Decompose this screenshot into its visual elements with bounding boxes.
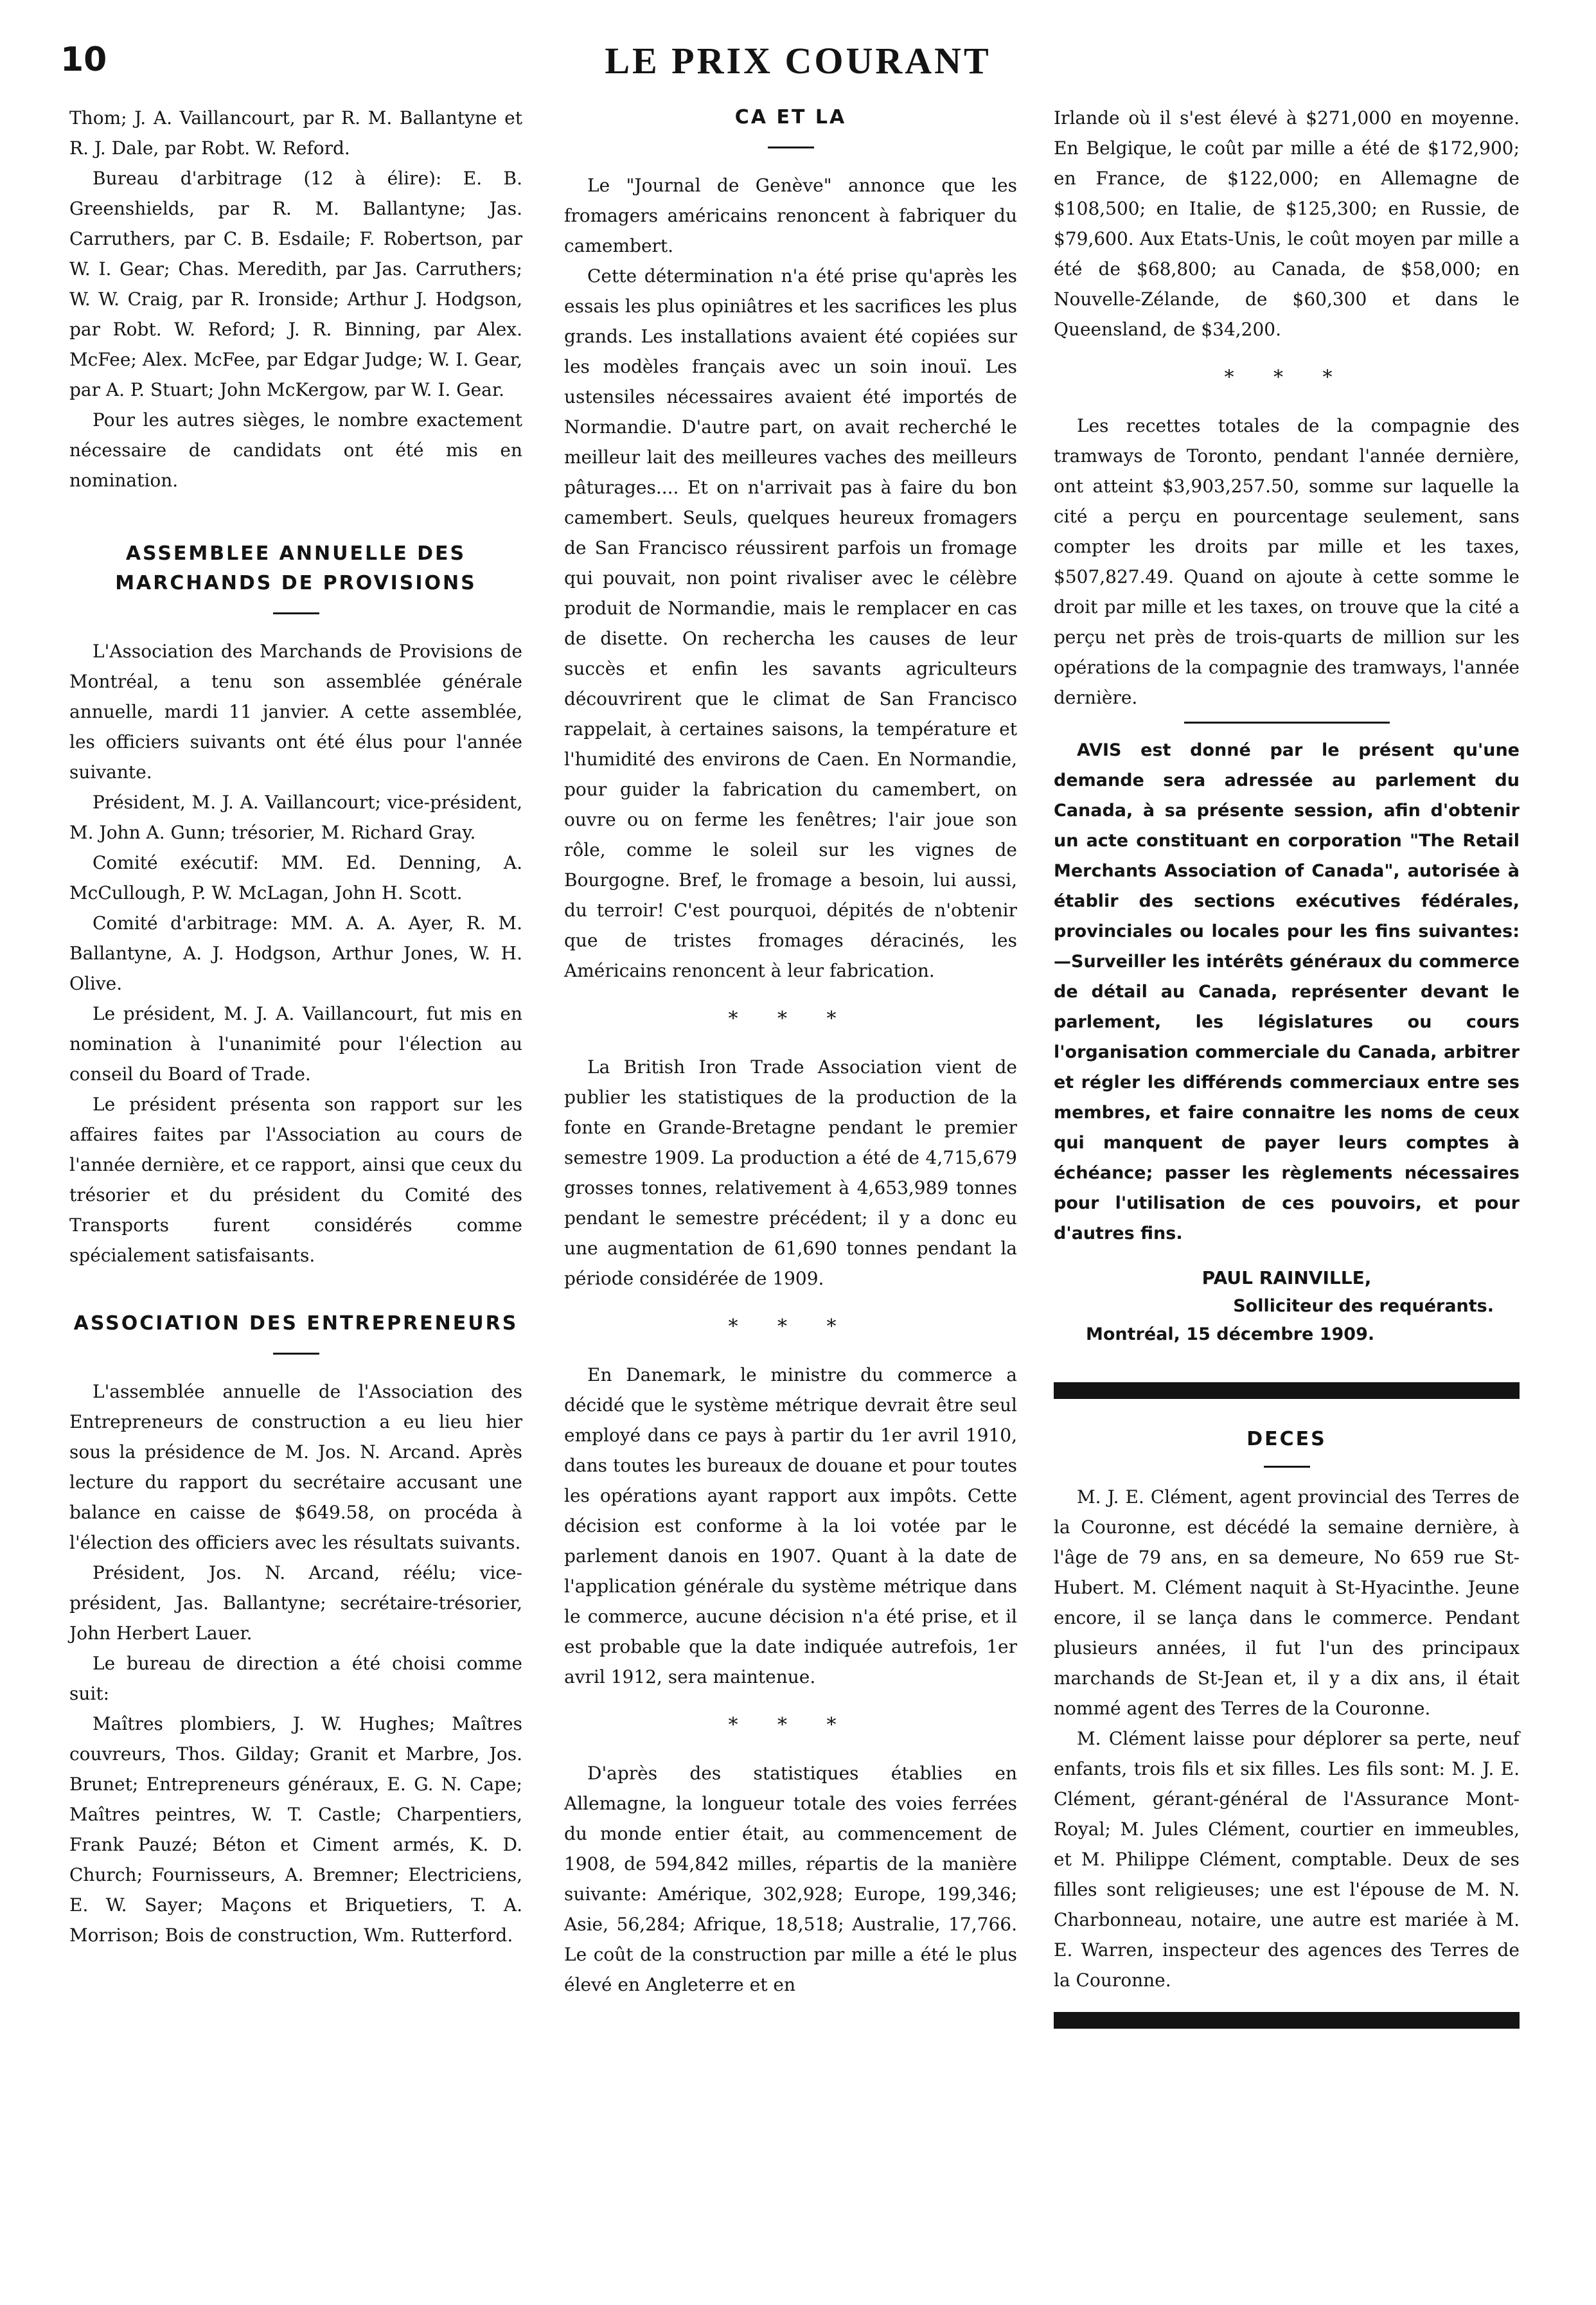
- section-separator-stars: * * *: [728, 1008, 853, 1030]
- section-separator-stars: * * *: [728, 1315, 853, 1338]
- headline-rule: [768, 147, 814, 148]
- article-paragraph: Irlande où il s'est élevé à $271,000 en moyenne. En Belgique, le coût par mille a été de $172,900; en France, de $122,000; en Allemagne de $108,500; en Italie, de $125,300; en Russie, de $79,600. Aux Etats-Unis, le coût moyen par mille a été de $68,800; au Canada, de $58,000; en Nouvelle-Zélande, de $60,300 et dans le Queensland, de $34,200.: [1054, 107, 1520, 340]
- signature-role: Solliciteur des requérants.: [1233, 1296, 1494, 1316]
- page-number: 10: [60, 40, 107, 79]
- masthead-title: LE PRIX COURANT: [605, 40, 991, 82]
- article-paragraph: Cette détermination n'a été prise qu'après les essais les plus opiniâtres et les sacrifices les plus grands. Les installations avaient été copiées sur les modèles français avec un soin inouï. Les ustensiles nécessaires avaient été importés de Normandie. D'autre part, on avait recherché le meilleur lait des meilleures vaches des meilleurs pâturages.... Et on n'arrivait pas à faire du bon camembert. Seuls, quelques heureux fromagers de San Francisco réussirent parfois un fromage qui pouvait, non point rivaliser avec le célèbre produit de Normandie, mais le remplacer en cas de disette. On rechercha les causes de leur succès et enfin les savants agriculteurs découvrirent que le climat de San Francisco rappelait, à certaines saisons, la température et l'humidité des environs de Caen. En Normandie, pour guider la fabrication du camembert, on ouvre ou on ferme les fenêtres; l'air joue son rôle, comme le soleil sur les vignes de Bourgogne. Bref, le fromage a besoin, lui aussi, du terroir! C'est pourquoi, dépités de n'obtenir que de tristes fromages déracinés, les Américains renoncent à leur fabrication.: [564, 265, 1017, 981]
- headline-rule: [273, 1353, 319, 1355]
- section-headline: ASSEMBLEE ANNUELLE DES MARCHANDS DE PROVISIONS: [115, 542, 477, 594]
- page-header: [0, 35, 1596, 93]
- article-paragraph: L'assemblée annuelle de l'Association des Entrepreneurs de construction a eu lieu hier sous la présidence de M. Jos. N. Arcand. Après lecture du rapport du secrétaire accusant une balance en caisse de $649.58, on procéda à l'élection des officiers avec les résultats suivants.: [69, 1381, 522, 1553]
- column-right: [1054, 103, 1520, 2054]
- article-paragraph: Comité d'arbitrage: MM. A. A. Ayer, R. M. Ballantyne, A. J. Hodgson, Arthur Jones, W. H. Olive.: [69, 912, 522, 994]
- article-paragraph: Thom; J. A. Vaillancourt, par R. M. Ballantyne et R. J. Dale, par Robt. W. Reford.: [69, 107, 522, 159]
- article-paragraph: Maîtres plombiers, J. W. Hughes; Maîtres couvreurs, Thos. Gilday; Granit et Marbre, Jos. Brunet; Entrepreneurs généraux, E. G. N. Cape; Maîtres peintres, W. T. Castle; Charpentiers, Frank Pauzé; Béton et Ciment armés, K. D. Church; Fournisseurs, A. Bremner; Electriciens, E. W. Sayer; Maçons et Briquetiers, T. A. Morrison; Bois de construction, Wm. Rutterford.: [69, 1713, 522, 1946]
- article-paragraph: Les recettes totales de la compagnie des tramways de Toronto, pendant l'année dernière, ont atteint $3,903,257.50, somme sur laquelle la cité a perçu en pourcentage seulement, sans compter les droits par mille et les taxes, $507,827.49. Quand on ajoute à cette somme le droit par mille et les taxes, on trouve que la cité a perçu net près de trois-quarts de million sur les opérations de la compagnie des tramways, l'année dernière.: [1054, 415, 1520, 708]
- article-paragraph: D'après des statistiques établies en Allemagne, la longueur totale des voies ferrées du monde entier était, au commencement de 1908, de 594,842 milles, répartis de la manière suivante: Amérique, 302,928; Europe, 199,346; Asie, 56,284; Afrique, 18,518; Australie, 17,766. Le coût de la construction par mille a été le plus élevé en Angleterre et en: [564, 1763, 1017, 1995]
- headline-rule: [1264, 1466, 1310, 1468]
- article-paragraph: Le président, M. J. A. Vaillancourt, fut mis en nomination à l'unanimité pour l'élection au conseil du Board of Trade.: [69, 1003, 522, 1085]
- headline-rule: [273, 612, 319, 614]
- section-headline: ASSOCIATION DES ENTREPRENEURS: [73, 1312, 519, 1335]
- signature-date: Montréal, 15 décembre 1909.: [1086, 1324, 1375, 1344]
- article-paragraph: M. J. E. Clément, agent provincial des Terres de la Couronne, est décédé la semaine dernière, à l'âge de 79 ans, en sa demeure, No 659 rue St-Hubert. M. Clément naquit à St-Hyacinthe. Jeune encore, il se lança dans le commerce. Pendant plusieurs années, il fut l'un des principaux marchands de St-Jean et, il y a dix ans, il était nommé agent des Terres de la Couronne.: [1054, 1486, 1520, 1719]
- column-middle: [564, 103, 1017, 2000]
- article-paragraph: Le "Journal de Genève" annonce que les fromagers américains renoncent à fabriquer du camembert.: [564, 175, 1017, 256]
- article-paragraph: Le bureau de direction a été choisi comme suit:: [69, 1653, 522, 1704]
- article-paragraph: En Danemark, le ministre du commerce a décidé que le système métrique devrait être seul employé dans ce pays à partir du 1er avril 1910, dans toutes les bureaux de douane et pour toutes les opérations ayant rapport aux impôts. Cette décision est conforme à la loi votée par le parlement danois en 1907. Quant à la date de l'application générale du système métrique dans le commerce, aucune décision n'a été prise, et il est probable que la date indiquée autrefois, 1er avril 1912, sera maintenue.: [564, 1364, 1017, 1687]
- article-paragraph: Président, Jos. N. Arcand, réélu; vice-président, Jas. Ballantyne; secrétaire-trésorier, John Herbert Lauer.: [69, 1562, 522, 1644]
- heavy-rule: [1054, 2012, 1520, 2029]
- section-headline: DECES: [1246, 1428, 1327, 1450]
- article-paragraph: Président, M. J. A. Vaillancourt; vice-président, M. John A. Gunn; trésorier, M. Richard Gray.: [69, 792, 522, 843]
- section-headline: CA ET LA: [734, 106, 847, 129]
- section-separator-stars: * * *: [1224, 366, 1349, 389]
- heavy-rule: [1054, 1382, 1520, 1399]
- article-paragraph: M. Clément laisse pour déplorer sa perte, neuf enfants, trois fils et six filles. Les fils sont: M. J. E. Clément, gérant-général de l'Assurance Mont-Royal; M. Jules Clément, courtier en immeubles, et M. Philippe Clément, comptable. Deux de ses filles sont religieuses; une est l'épouse de M. N. Charbonneau, notaire, une autre est mariée à M. E. Warren, inspecteur des agences des Terres de la Couronne.: [1054, 1728, 1520, 1991]
- column-left: [69, 103, 522, 1950]
- article-paragraph: La British Iron Trade Association vient de publier les statistiques de la production de la fonte en Grande-Bretagne pendant le premier semestre 1909. La production a été de 4,715,679 grosses tonnes, relativement à 4,653,989 tonnes pendant le semestre précédent; il y a donc eu une augmentation de 61,690 tonnes pendant la période considérée de 1909.: [564, 1056, 1017, 1289]
- article-paragraph: Pour les autres sièges, le nombre exactement nécessaire de candidats ont été mis en nomination.: [69, 409, 522, 491]
- legal-notice: AVIS est donné par le présent qu'une demande sera adressée au parlement du Canada, à sa présente session, afin d'obtenir un acte constituant en corporation "The Retail Merchants Association of Canada", autorisée à établir des sections exécutives fédérales, provinciales ou locales pour les fins suivantes:—Surveiller les intérêts généraux du commerce de détail au Canada, représenter devant le parlement, les législatures ou cours l'organisation commerciale du Canada, arbitrer et régler les différends commerciaux entre ses membres, et faire connaitre les noms de ceux qui manquent de payer leurs comptes à échéance; passer les règlements nécessaires pour l'utilisation de ces pouvoirs, et pour d'autres fins.: [1054, 740, 1520, 1243]
- signature-name: PAUL RAINVILLE,: [1201, 1267, 1372, 1288]
- article-paragraph: Comité exécutif: MM. Ed. Denning, A. McCullough, P. W. McLagan, John H. Scott.: [69, 852, 522, 903]
- section-separator-stars: * * *: [728, 1714, 853, 1736]
- notice-divider: [1184, 722, 1390, 724]
- article-paragraph: Bureau d'arbitrage (12 à élire): E. B. Greenshields, par R. M. Ballantyne; Jas. Carruthers, par C. B. Esdaile; F. Robertson, par W. I. Gear; Chas. Meredith, par Jas. Carruthers; W. W. Craig, par R. Ironside; Arthur J. Hodgson, par Robt. W. Reford; J. R. Binning, par Alex. McFee; Alex. McFee, par Edgar Judge; W. I. Gear, par A. P. Stuart; John McKergow, par W. I. Gear.: [69, 168, 522, 400]
- article-paragraph: L'Association des Marchands de Provisions de Montréal, a tenu son assemblée générale annuelle, mardi 11 janvier. A cette assemblée, les officiers suivants ont été élus pour l'année suivante.: [69, 641, 522, 783]
- article-paragraph: Le président présenta son rapport sur les affaires faites par l'Association au cours de l'année dernière, et ce rapport, ainsi que ceux du trésorier et du président du Comité des Transports furent considérés comme spécialement satisfaisants.: [69, 1094, 522, 1266]
